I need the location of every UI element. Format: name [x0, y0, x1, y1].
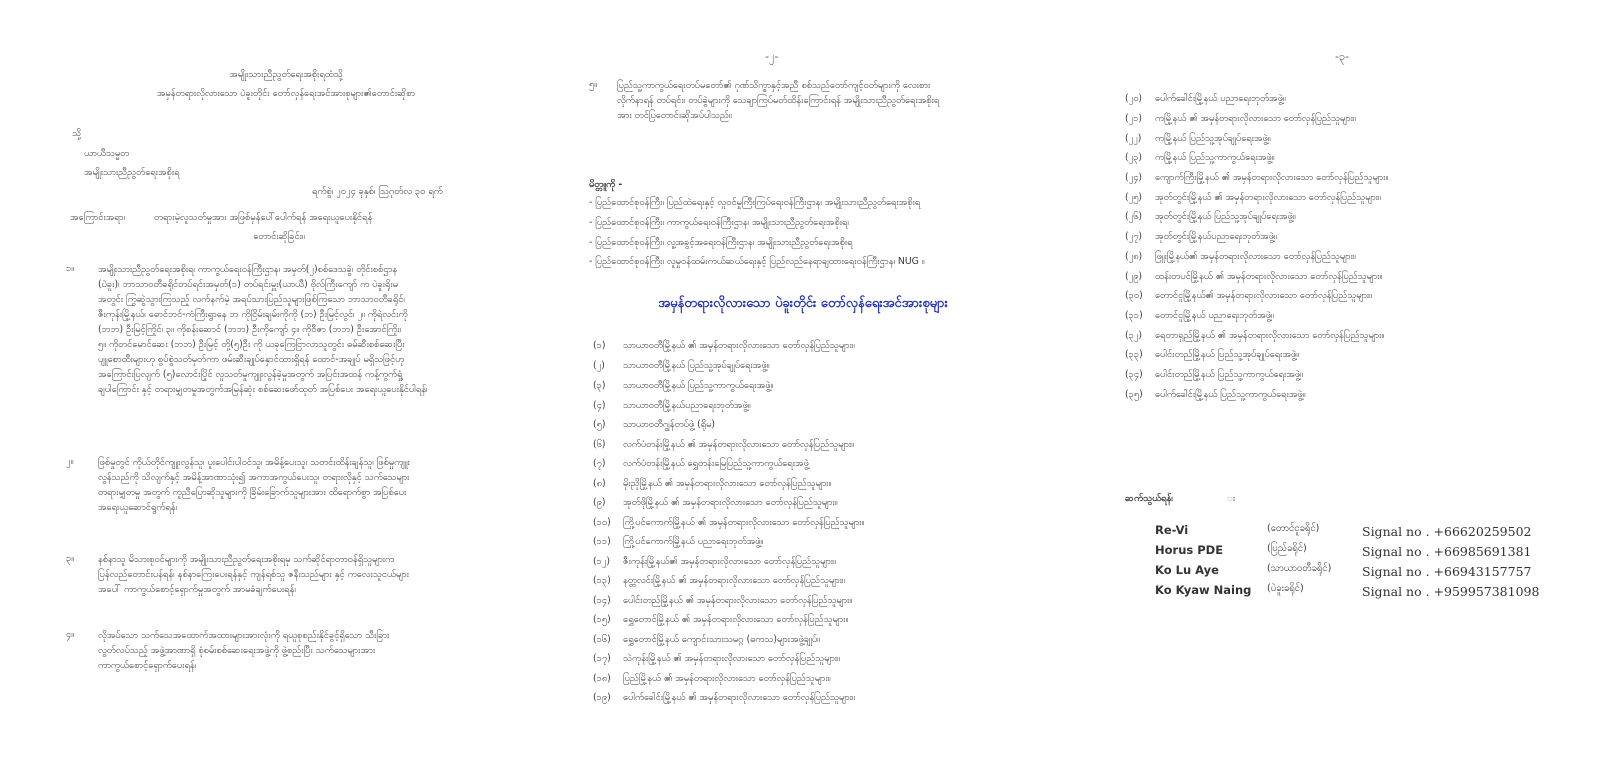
recipient-line-2: အမျိုးသားညီညွတ်ရေးအစိုးရ — [84, 167, 180, 178]
paragraph-1 — [62, 262, 510, 397]
paragraph-line: (ပဲခူး)၊ ဘာသာဝတီခရိုင်တပ်ရင်းအမှတ်(၁) တပ်ရင်းမှူး(ယာယီ) ဗိုလ်ကြီးကျော် က ပဲခူးရိုးမ — [98, 279, 399, 291]
paragraph-number: ၄။ — [66, 629, 75, 640]
list-item: (၃၁) တောင်ငူမြို့နယ် ပညာရေးဘုတ်အဖွဲ့။ — [1125, 310, 1274, 321]
contact-name: Ko Kyaw Naing — [1155, 583, 1252, 597]
paragraph-line: ဇီးကုန်းမြို့နယ်၊ ဓောင်ဘင်-ကံကြီးရွာနေ ဘ ကိုငြိမ်းချမ်းကိုကို (ဘ) ဦးမြင့်လွင်၊ ၂။ ကိုရဲလင်းကို — [98, 309, 408, 321]
page-number: -၃- — [1335, 50, 1350, 63]
paragraph-line: ပျူစောထီးများဟု စွပ်စွဲသတ်မှတ်ကာ ဖမ်းဆီးချုပ်နှောင်ထားရှိရန် ထောင်-အချုပ် မရှိသဖြင့်ဟု — [98, 354, 405, 366]
contact-signal: Signal no . +959957381098 — [1362, 584, 1540, 599]
paragraph-line: လိုအပ်သော သက်သေအထောက်အထားများအားလုံးကို ရယူစုစည်းနိုင်ခွင့်ရှိသော သီးခြား — [98, 630, 390, 641]
signatories-heading: အမှန်တရားလိုလားသော ပဲခူးတိုင်း တော်လှန်ရေးအင်အားစုများ — [658, 296, 948, 311]
list-item: (၁၅) ရွှေတောင်မြို့နယ် ၏ အမှန်တရားလိုလားသော တော်လှန်ပြည်သူများ။ — [593, 614, 849, 625]
letter-title-line-1: အမျိုးသားညီညွတ်ရေးအစိုးရထံသို့ — [229, 69, 343, 80]
contact-label-colon: း — [1227, 493, 1236, 504]
paragraph-line: အတွင်း ကြွဆွဲသွားကြသည့် လက်နက်မဲ့ အရပ်သားပြည်သူများဖြစ်ကြသော ဘာသာဝတီခရိုင်၊ — [98, 294, 405, 306]
paragraph-line: ၅။ ကိုတင်မောင်ဆေး (ဘဘ) ဦးမြင့် တို့(၅)ဦး ကို ယခုကြေငြာလာသူတွင်း ဓမ်ဆီးစစ်ဆေးပြီး — [98, 339, 405, 351]
contact-row — [1155, 542, 1585, 562]
list-item: (၃၂) ရေတာရှည်မြို့နယ် ၏ အမှန်တရားလိုလားသော တော်လှန်ပြည်သူများ။ — [1125, 330, 1385, 341]
subject-line-2: တောင်းဆိုခြင်း။ — [253, 231, 305, 242]
list-item: (၃၀) တောင်ငူမြို့နယ်၏ အမှန်တရားလိုလားသော တော်လှန်ပြည်သူများ။ — [1125, 290, 1372, 301]
list-item: (၇) လက်ပံတန်းမြို့နယ် ရွှေတန်းမြေပြည်သူ့ကာကွယ်ရေးအဖွဲ့ — [593, 458, 809, 469]
subject-label: အကြောင်းအရာ၊ — [70, 212, 125, 223]
contact-row — [1155, 522, 1585, 542]
copy-recipient: - ပြည်ထောင်စုဝန်ကြီး၊ လူ့အခွင့်အရေးဝန်ကြီးဌာန၊ အမျိုးသားညီညွတ်ရေးအစိုးရ — [589, 237, 853, 248]
list-item: (၅) သာယာဝတီဂျွန်တပ်ဖွဲ့ (ရိုမ) — [593, 419, 716, 430]
letter-date: ရက်စွဲ၊ ၂၀၂၄ ခုနှစ်၊ ဩဂုတ်လ ၃၀ ရက် — [312, 186, 443, 197]
list-item: (၃၃) ပေါင်းတည်မြို့နယ် ပြည်သူ့အုပ်ချုပ်ရေးအဖွဲ့။ — [1125, 349, 1300, 360]
list-item: (၁) သာယာဝတီမြို့နယ် ၏ အမှန်တရားလိုလားသော တော်လှန်ပြည်သူများ။ — [593, 340, 855, 351]
contact-signal: Signal no . +66985691381 — [1362, 544, 1532, 559]
paragraph-line: (ဘဘ) ဦးမြင့်ကြိုင်၊ ၃။ ကိုစန်းဆောင် (ဘဘ) ဦးကိုကျော် ၄။ ကိုဝီဇာ (ဘဘ) ဦးအောင်ကြိုး၊ — [98, 324, 402, 336]
list-item: (၂၂) ကမြို့နယ် ပြည်သူ့အုပ်ချုပ်ရေးအဖွဲ့။ — [1125, 133, 1271, 144]
list-item: (၁၈) ပြည်မြို့နယ် ၏ အမှန်တရားလိုလားသော တော်လှန်ပြည်သူများ။ — [593, 673, 831, 684]
paragraph-line: အကြောင်းပြလျက် (၅)လောင်းပြိုင် လူသတ်မှုကျူးလွန်ခဲ့မှုအတွက် အပြင်းအထန် ကန့်ကွက်ရှုံ့ — [98, 369, 403, 381]
copy-recipient: - ပြည်ထောင်စုဝန်ကြီး၊ လူမှုဝန်ထမ်းကယ်ဆယ်ရေးနှင့် ပြည်လည်နေရာချထားရေးဝန်ကြီးဌာန၊ NUG ။ — [589, 256, 925, 267]
paragraph-line: နစ်နာသူ မိသားစုဝင်များကို အမျိုးသားညီညွတ်ရေးအစိုးရမှ သက်ဆိုင်ရာတာဝန်ရှိသူများက — [98, 554, 395, 565]
contact-label: ဆက်သွယ်ရန်၊ — [1125, 493, 1173, 504]
paragraph-line: တရားမျှတမှု အတွက် ကူညီပြောဆိုသူများကို ခြိမ်းခြောက်သူများအား ထိရောက်စွာ အပြစ်ပေး — [98, 487, 407, 499]
document-page-1 — [62, 0, 510, 782]
paragraph-number: ၅။ — [589, 79, 598, 90]
paragraph-3 — [62, 552, 510, 597]
list-item: (၁၀) ကြို့ပင်ကောက်မြို့နယ် ၏ အမှန်တရားလိုလားသော တော်လှန်ပြည်သူများ။ — [593, 517, 865, 528]
paragraph-line: လွတ်လပ်သည့် အဖွဲ့အာဏာရှိ စုံစမ်းစစ်ဆေးရေးအဖွဲ့ကို ဖွဲ့စည်းပြီး သက်သေများအား — [98, 645, 376, 657]
contact-row — [1155, 562, 1585, 582]
recipient-line-1: ယာယီသမ္မတ — [84, 148, 130, 159]
contact-name: Re-Vi — [1155, 523, 1189, 537]
list-item: (၃၄) ပေါင်းတည်မြို့နယ် ပြည်သူ့ကာကွယ်ရေးအဖွဲ့။ — [1125, 369, 1303, 380]
paragraph-4 — [62, 628, 510, 673]
paragraph-line: အား တင်ပြတောင်းဆိုအပ်ပါသည်။ — [617, 110, 732, 122]
paragraph-line: အပေါ် ကာကွယ်စောင့်ရှောက်မှုအတွက် အာမခံချက်ပေးရန်၊ — [98, 584, 296, 596]
list-item: (၂၅) အုတ်တွင်းမြို့နယ် ၏ အမှန်တရားလိုလားသော တော်လှန်ပြည်သူများ။ — [1125, 192, 1381, 203]
document-page-2 — [589, 0, 1025, 782]
list-item: (၁၂) ဇီးကုန်းမြို့နယ်၏ အမှန်တရားလိုလားသော တော်လှန်ပြည်သူများ။ — [593, 556, 836, 567]
list-item: (၁၃) နတ္တလင်းမြို့နယ် ၏ အမှန်တရားလိုလားသော တော်လှန်ပြည်သူများ။ — [593, 575, 845, 586]
copy-to-label: မိတ္တူကို - — [589, 179, 623, 190]
contact-role: (တောင်ငူခရိုင်) — [1267, 523, 1320, 534]
list-item: (၁၇) သဲကုန်းမြို့နယ် ၏ အမှန်တရားလိုလားသော တော်လှန်ပြည်သူများ။ — [593, 653, 840, 664]
page-number: -၂- — [765, 50, 779, 63]
paragraph-line: လိုက်နာရန် တပ်ရင်း၊ တပ်ခွဲများကို သေချာကြပ်မတ်ထိန်းကြောင်းရန် အမျိုးသားညီညွတ်ရေးအစိုးရ — [617, 95, 940, 107]
subject-line-1: တရားမဲ့လူသတ်မှုအား အဖြစ်မှန်ပေါ်ပေါက်ရန် အရေးယူပေးနိုင်ရန် — [154, 212, 373, 223]
list-item: (၁၄) ပေါင်းတည်မြို့နယ် ၏ အမှန်တရားလိုလားသော တော်လှန်ပြည်သူများ။ — [593, 595, 853, 606]
paragraph-line: အမျိုးသားညီညွတ်ရေးအစိုးရ၊ ကာကွယ်ရေးဝန်ကြီးဌာန၊ အမှတ်(၂)စစ်ဒေသခွဲ၊ တိုင်းစစ်ဌာန — [98, 264, 398, 275]
list-item: (၃၅) ပေါက်ခေါင်းမြို့နယ် ပြည်သူ့ကာကွယ်ရေးအဖွဲ့။ — [1125, 389, 1306, 400]
list-item: (၂၈) ဖြူးမြို့နယ်၏ အမှန်တရားလိုလားသော တော်လှန်ပြည်သူများ။ — [1125, 251, 1356, 262]
paragraph-line: အရေးယူဆောင်ရွက်ရန်၊ — [98, 502, 178, 514]
list-item: (၂၀) ပေါက်ခေါင်းမြို့နယ် ပညာရေးဘုတ်အဖွဲ့။ — [1125, 93, 1286, 104]
paragraph-line: ပြည်သူ့ကာကွယ်ရေးတပ်မတော်၏ ဂုဏ်သိက္ခာနှင့်အညီ စစ်သည်တော်ကျင့်ဝတ်များကို လေးစား — [617, 80, 931, 91]
copy-recipient: - ပြည်ထောင်စုဝန်ကြီး၊ ကာကွယ်ရေးဝန်ကြီးဌာန၊ အမျိုးသားညီညွတ်ရေးအစိုးရ၊ — [589, 217, 849, 228]
contact-name: Ko Lu Aye — [1155, 563, 1219, 577]
contact-signal: Signal no . +66943157757 — [1362, 564, 1532, 579]
document-page-3 — [1125, 0, 1575, 782]
paragraph-line: ဖြစ်မှုတွင် ကိုယ်တိုင်ကျူးလွန်သူ၊ ပူးပေါင်းပါဝင်သူ၊ အမိန့်ပေးသူ၊ သတင်းထိန်းချန်သူ၊ ဖြစ်မှုကျူး — [98, 457, 410, 468]
list-item: (၂) သာယာဝတီမြို့နယ် ပြည်သူ့အုပ်ချုပ်ရေးအဖွဲ့။ — [593, 360, 770, 371]
contact-signal: Signal no . +66620259502 — [1362, 524, 1532, 539]
list-item: (၂၄) ကျောက်ကြီးမြို့နယ် ၏ အမှန်တရားလိုလားသော တော်လှန်ပြည်သူများ။ — [1125, 172, 1389, 183]
list-item: (၂၉) ထန်းတပင်မြို့နယ် ၏ အမှန်တရားလိုလားသော တော်လှန်ပြည်သူများ။ — [1125, 271, 1383, 282]
list-item: (၈) မိုးညိုမြို့နယ် ၏ အမှန်တရားလိုလားသော တော်လှန်ပြည်သူများ။ — [593, 478, 832, 489]
contact-role: (ပြည်ခရိုင်) — [1267, 543, 1307, 554]
contact-row — [1155, 582, 1585, 602]
contact-name: Horus PDE — [1155, 543, 1224, 557]
letter-title-line-2: အမှန်တရားလိုလားသော ပဲခူးတိုင်း တော်လှန်ရေးအင်အားစုများ၏တောင်းဆိုစာ — [156, 88, 416, 99]
contact-role: (ပဲခူးခရိုင်) — [1267, 583, 1304, 594]
paragraph-line: ကာကွယ်စောင့်ရှောက်ပေးရန်၊ — [98, 660, 197, 672]
recipient-to: သို့ — [72, 128, 81, 139]
list-item: (၁၉) ပေါက်ခေါင်းမြို့နယ် ၏ အမှန်တရားလိုလားသော တော်လှန်ပြည်သူများ။ — [593, 692, 855, 703]
paragraph-line: ပြန်လည်တောင်းပန်ရန်၊ နစ်နာကြေးပေးရန်နှင့် ကျန်ရစ်သူ ဇနီးသည်များ နှင့် ကလေးသူငယ်များ — [98, 569, 409, 581]
contact-role: (သာယာဝတီခရိုင်) — [1267, 563, 1332, 574]
list-item: (၁၆) ရွှေတောင်မြို့နယ် ကျောင်းသားသမဂ္ဂ (ဓကသ)များအဖွဲ့ချုပ်။ — [593, 634, 820, 645]
list-item: (၄) သာယာဝတီမြို့နယ်ပညာရေးဘုတ်အဖွဲ့။ — [593, 400, 751, 411]
list-item: (၉) အုတ်ဖိုမြို့နယ် ၏ အမှန်တရားလိုလားသော တော်လှန်ပြည်သူများ။ — [593, 497, 838, 508]
paragraph-number: ၁။ — [66, 263, 75, 274]
list-item: (၂၇) အုတ်တွင်းမြို့နယ်ပညာရေးဘုတ်အဖွဲ့။ — [1125, 231, 1277, 242]
list-item: (၃) သာယာဝတီမြို့နယ် ပြည်သူ့ကာကွယ်ရေးအဖွဲ့။ — [593, 380, 774, 391]
paragraph-number: ၃။ — [66, 553, 75, 564]
paragraph-2 — [62, 455, 510, 515]
paragraph-line: ချပါကြောင်း နှင့် တရားမျှတမှုအတွက်အမြန်ဆုံး စစ်ဆေးဖော်ထုတ် အပြစ်ပေး အရေးယူပေးနိုင်ပါရန်၊ — [98, 384, 428, 396]
paragraph-line: လွန်သည်ကို သိလျက်နှင့် အမိန့်အာဏာသုံး၍ အကာအကွယ်ပေးသူ၊ တရားလိုနှင့် သက်သေများ — [98, 472, 410, 484]
list-item: (၂၁) ကမြို့နယ် ၏ အမှန်တရားလိုလားသော တော်လှန်ပြည်သူများ။ — [1125, 113, 1356, 124]
list-item: (၆) လက်ပံတန်းမြို့နယ် ၏ အမှန်တရားလိုလားသော တော်လှန်ပြည်သူများ။ — [593, 439, 855, 450]
list-item: (၂၆) အုတ်တွင်းမြို့နယ် ပြည်သူ့အုပ်ချုပ်ရေးအဖွဲ့။ — [1125, 211, 1296, 222]
paragraph-number: ၂။ — [66, 456, 74, 467]
list-item: (၁၁) ကြို့ပင်ကောက်မြို့နယ် ပညာရေးဘုတ်အဖွဲ့။ — [593, 536, 764, 547]
list-item: (၂၃) ကမြို့နယ် ပြည်သူ့ကာကွယ်ရေးအဖွဲ့။ — [1125, 152, 1275, 163]
copy-recipient: - ပြည်ထောင်စုဝန်ကြီး၊ ပြည်ထဲရေးနှင့် လူဝင်မှုကြီးကြပ်ရေးဝန်ကြီးဌာန၊ အမျိုးသားညီညွတ်ရေးအစိုးရ — [589, 197, 921, 208]
paragraph-5 — [589, 78, 1025, 123]
